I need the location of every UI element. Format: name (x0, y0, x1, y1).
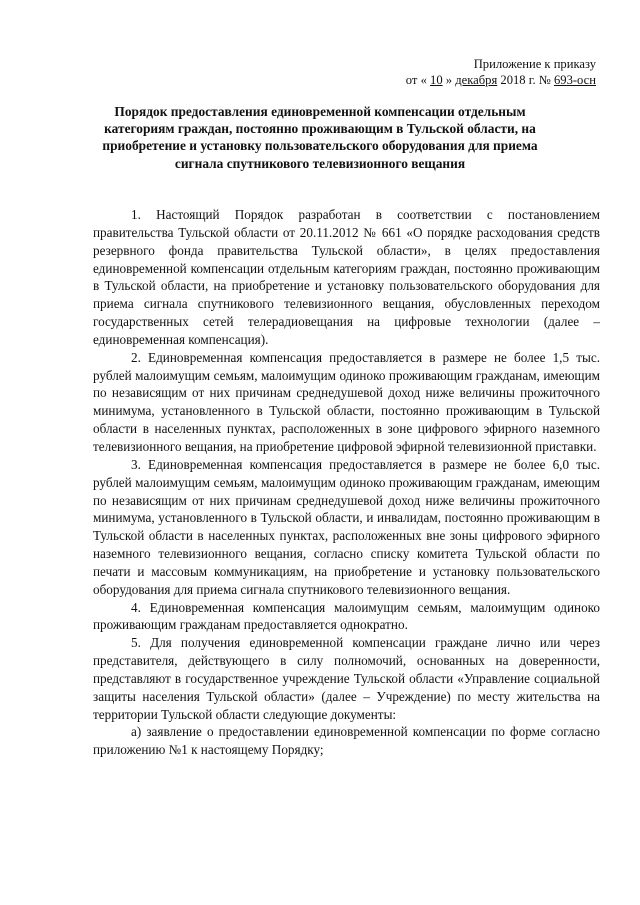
order-date-number (406, 72, 596, 88)
paragraph-4: 4. Единовременная компенсация малоимущим семьям, малоимущим одиноко проживающим гражданам предоставляется однократно. (93, 599, 600, 633)
document-body (93, 206, 600, 759)
appendix-label: Приложение к приказу (473, 57, 596, 71)
order-reference (406, 56, 596, 88)
paragraph-2: 2. Единовременная компенсация предоставляется в размере не более 1,5 тыс. рублей малоимущим семьям, малоимущим одиноко проживающим гражданам, имеющим по независящим от них причинам среднедушевой доход ниже величины прожиточного минимума, установленного в Тульской области, постоянно проживающим в Тульской области в населенных пунктах, расположенных в зоне цифрового эфирного наземного телевизионного вещания, на приобретение цифровой эфирной телевизионной приставки. (93, 349, 600, 454)
order-number: 693-осн (553, 73, 596, 87)
from-prefix: от « (405, 73, 427, 87)
quote-close: » (445, 73, 453, 87)
order-year: 2018 г. № (500, 73, 551, 87)
document-title: Порядок предоставления единовременной компенсации отдельным категориям граждан, постоянно проживающим в Тульской области, на приобретение и установку пользовательского оборудования для приема сигнала спутникового телевизионного вещания (102, 104, 538, 171)
order-month: декабря (455, 73, 498, 87)
order-day: 10 (430, 73, 443, 87)
paragraph-3: 3. Единовременная компенсация предоставляется в размере не более 6,0 тыс. рублей малоимущим семьям, малоимущим одиноко проживающим гражданам, имеющим по независящим от них причинам среднедушевой доход ниже величины прожиточного минимума, установленного в Тульской области, и инвалидам, постоянно проживающим в Тульской области в населенных пунктах, расположенных вне зоны цифрового эфирного наземного телевизионного вещания, согласно списку комитета Тульской области по печати и массовым коммуникациям, на приобретение и установку пользовательского оборудования для приема сигнала спутникового телевизионного вещания. (93, 456, 600, 597)
paragraph-1: 1. Настоящий Порядок разработан в соответствии с постановлением правительства Тульской области от 20.11.2012 № 661 «О порядке расходования средств резервного фонда правительства Тульской области», в целях предоставления единовременной компенсации отдельным категориям граждан, постоянно проживающим в Тульской области, на приобретение и установку пользовательского оборудования для приема сигнала спутникового телевизионного вещания, обусловленных переходом государственных сетей телерадиовещания на цифровые технологии (далее – единовременная компенсация). (93, 207, 600, 347)
paragraph-5: 5. Для получения единовременной компенсации граждане лично или через представителя, действующего в силу полномочий, основанных на доверенности, представляют в государственное учреждение Тульской области «Управление социальной защиты населения Тульской области» (далее – Учреждение) по месту жительства на территории Тульской области следующие документы: (93, 635, 600, 722)
paragraph-5a: а) заявление о предоставлении единовременной компенсации по форме согласно приложению №1 к настоящему Порядку; (93, 724, 600, 758)
